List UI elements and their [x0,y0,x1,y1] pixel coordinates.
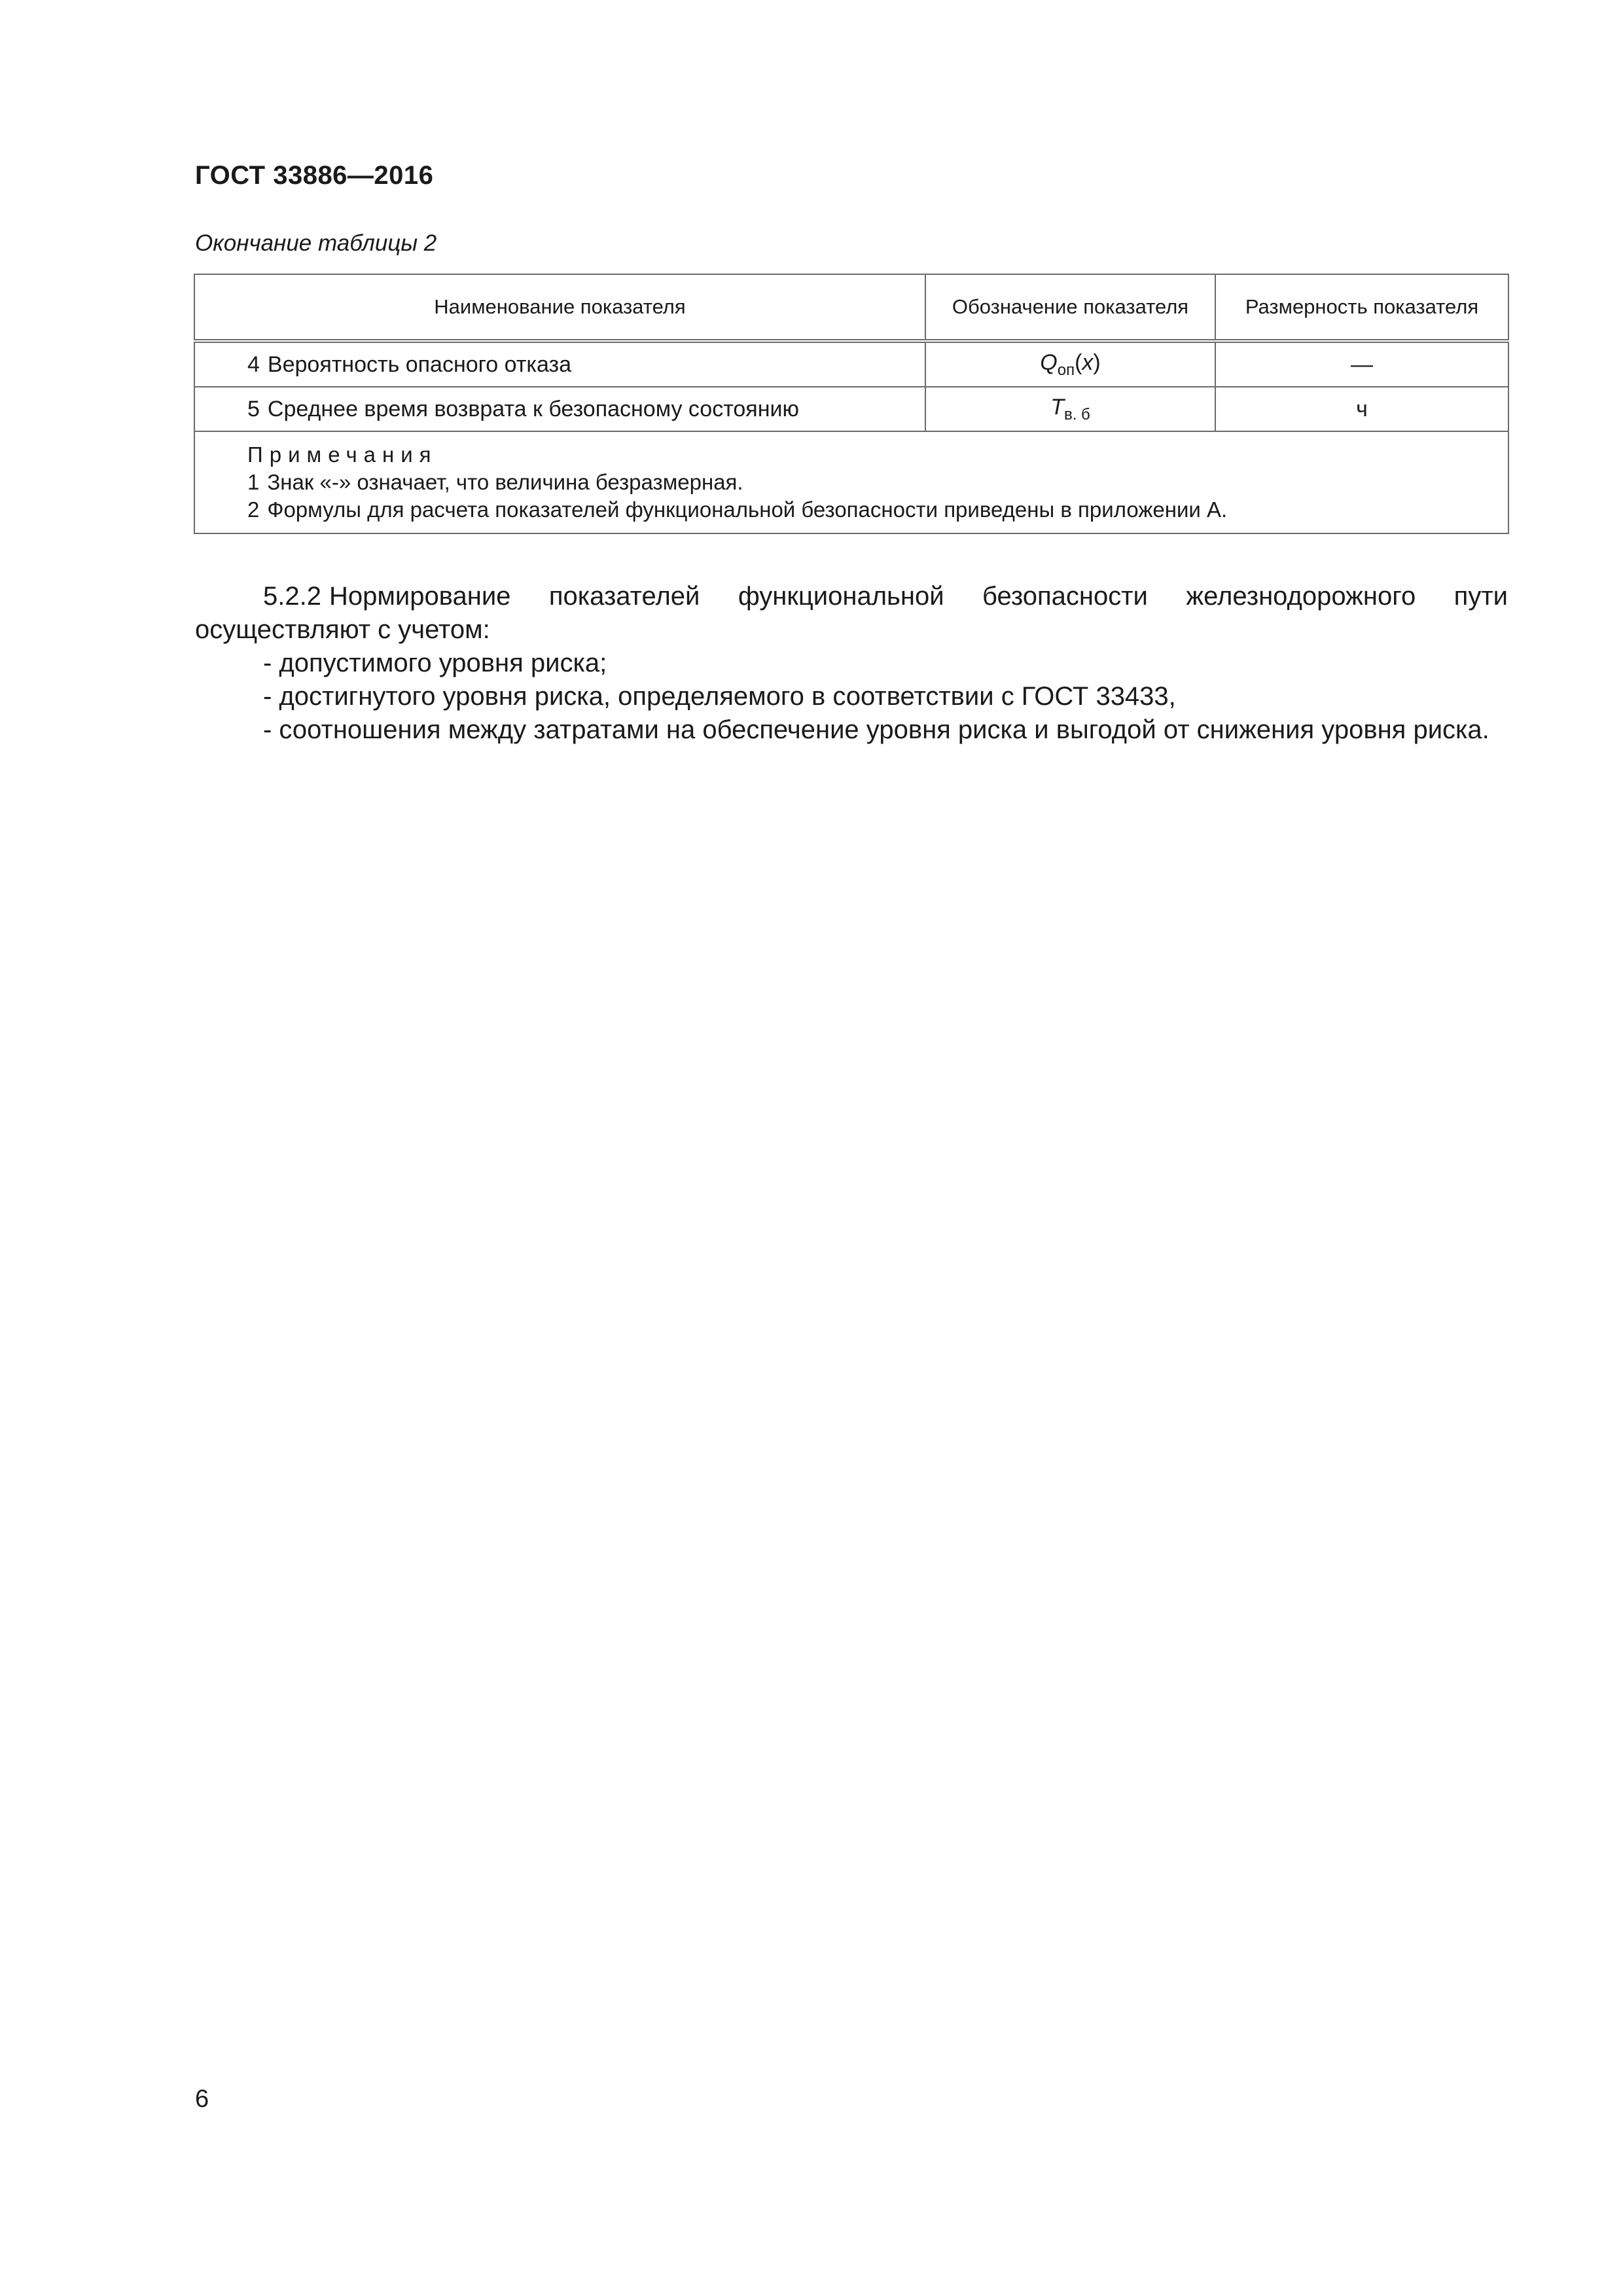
note-number: 1 [247,470,260,494]
row-number: 4 [247,351,260,377]
note-item [247,469,1508,496]
page-number: 6 [195,2085,209,2113]
column-header-symbol: Обозначение показателя [925,274,1215,341]
indicator-symbol [1050,394,1090,423]
list-item: - допустимого уровня риска; [263,649,607,677]
note-text: Формулы для расчета показателей функциональной безопасности приведены в приложении А. [267,497,1228,522]
clause-paragraph [195,580,1508,647]
row-number: 5 [247,396,260,422]
indicator-name: Среднее время возврата к безопасному состоянию [267,396,799,422]
symbol-open-paren: ( [1075,350,1082,375]
document-designation: ГОСТ 33886—2016 [195,161,434,190]
list-item: - соотношения между затратами на обеспечение уровня риска и выгодой от снижения уровня риска. [263,715,1489,744]
symbol-close-paren: ) [1093,350,1101,375]
symbol-argument: x [1082,350,1094,375]
table-notes-cell [194,431,1508,533]
indicators-table-container [194,274,1508,534]
indicator-symbol-cell [925,341,1215,387]
column-header-name: Наименование показателя [194,274,925,341]
section-body [195,580,1508,747]
indicator-symbol [1040,350,1101,379]
notes-heading: Примечания [247,442,438,467]
table-caption: Окончание таблицы 2 [195,230,437,256]
table-row [194,341,1508,387]
indicator-dimension-cell: ч [1215,387,1508,431]
indicator-name-cell [194,341,925,387]
symbol-subscript: в. б [1063,405,1090,423]
list-item: - достигнутого уровня риска, определяемого в соответствии с ГОСТ 33433, [263,682,1176,711]
indicator-name-cell [194,387,925,431]
table-header-row [194,274,1508,341]
symbol-subscript: оп [1057,361,1075,379]
indicator-name: Вероятность опасного отказа [267,351,572,377]
note-number: 2 [247,497,260,522]
clause-number: 5.2.2 [263,582,321,611]
column-header-dimension: Размерность показателя [1215,274,1508,341]
clause-intro-text: Нормирование показателей функциональной безопасности железнодорожного пути осуществляют с учетом: [195,582,1508,644]
indicators-table [194,274,1509,534]
note-item [247,496,1508,524]
note-text: Знак «-» означает, что величина безразмерная. [267,470,743,494]
indicator-dimension-cell: — [1215,341,1508,387]
symbol-letter: Q [1040,350,1058,375]
symbol-letter: T [1050,394,1064,420]
indicator-symbol-cell [925,387,1215,431]
table-row [194,387,1508,431]
table-notes-row [194,431,1508,533]
